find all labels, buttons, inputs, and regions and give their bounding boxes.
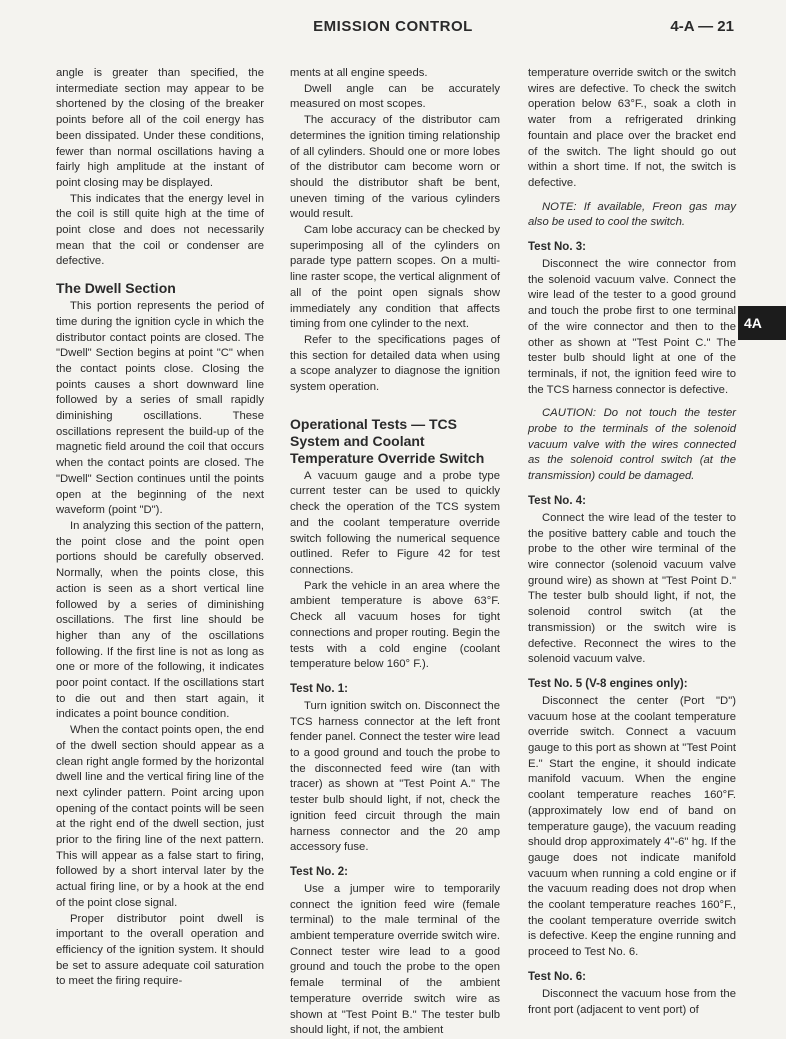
paragraph: Refer to the specifications pages of this section for detailed data when using a scope analyzer to diagnose the ignition system operation. [290, 333, 500, 394]
paragraph: In analyzing this section of the pattern, the point close and the point open portions should be carefully observed. Normally, when the points close, this action is seen as a short vertical line followed by a series of diminishing oscillations. The first line should be higher than any of the oscillations following. If the first line is not as long as one or more of the following, it indicates poor point contact. If the oscillations start to die out and then start again, it indicates a point bounce condition. [56, 519, 264, 721]
paragraph: The accuracy of the distributor cam determines the ignition timing relationship of all cylinders. Should one or more lobes of the distributor cam become worn or should the distributor shaft be bent, uneven timing of the various cylinders would result. [290, 114, 500, 221]
test-heading-4: Test No. 4: [528, 494, 586, 507]
paragraph: Proper distributor point dwell is important to the overall operation and efficiency of the ignition system. It should be set to assure adequate coil saturation to meet the firing require- [56, 912, 264, 988]
paragraph: Disconnect the center (Port "D") vacuum hose at the coolant temperature override switch. Connect a vacuum gauge to this port as shown at "Test Point E." Start the engine, it should indicate manifold vacuum. When the engine coolant temperature reaches 160°F. (approximately low end of band on temperature gauge), the vacuum reading should drop approximately 4"-6" hg. If the gauge does not indicate manifold vacuum when running a cold engine or if the vacuum reading does not drop when the coolant temperature reaches 160°F., the coolant temperature override switch is defective. Keep the engine running and proceed to Test No. 6. [528, 694, 736, 959]
caution-text: CAUTION: Do not touch the tester probe to the terminals of the solenoid vacuum valve with the wires connected as the solenoid control switch (at the transmission) could be damaged. [528, 407, 736, 483]
paragraph: Disconnect the wire connector from the solenoid vacuum valve. Connect the wire lead of the tester to a good ground and touch the probe first to one terminal of the wire connector and then to the other as shown at "Test Point C." The tester bulb should light at one of the terminals, if not, the ignition feed wire to the TCS harness connector is defective. [528, 258, 736, 396]
test-heading-1: Test No. 1: [290, 682, 348, 695]
paragraph: angle is greater than specified, the intermediate section may appear to be shortened by the closing of the breaker points before all of the coil energy has been dissipated. Under these conditions, fewer than normal oscillations having a fairly high amplitude at the instant of point closing may be displayed. [56, 67, 264, 189]
test-heading-6: Test No. 6: [528, 970, 586, 983]
section-heading-tcs: Operational Tests — TCS System and Coolant Temperature Override Switch [290, 415, 485, 466]
paragraph: Cam lobe accuracy can be checked by superimposing all of the cylinders on parade type pattern scopes. On a multi-line raster scope, the vertical alignment of all of the point open signals show immediately any condition that affects timing from one cylinder to the next. [290, 224, 500, 331]
paragraph: Park the vehicle in an area where the ambient temperature is above 63°F. Check all vacuum hoses for tight connections and proper routing. Begin the tests with a cold engine (coolant temperature below 160° F.). [290, 579, 500, 671]
paragraph: Use a jumper wire to temporarily connect the ignition feed wire (female terminal) to the male terminal of the ambient temperature override switch wire. Connect tester wire lead to a good ground and touch the probe to the open female terminal of the ambient temperature override switch wire as shown at "Test Point B." The tester bulb should light, if not, the ambient [290, 882, 500, 1037]
paragraph: This indicates that the energy level in the coil is still quite high at the time of point close and does not necessarily mean that the coil or condenser are defective. [56, 192, 264, 268]
paragraph: This portion represents the period of time during the ignition cycle in which the distributor contact points are closed. The "Dwell" Section begins at point "C" when the contact points close. Closing the points causes a short downward line followed by a series of small rapidly diminishing oscillations. These oscillations represent the build-up of the magnetic field around the coil that occurs when the contact points are closed. The "Dwell" Section continues until the points open at the beginning of the next waveform (point "D"). [56, 300, 264, 517]
paragraph: temperature override switch or the switch wires are defective. To check the switch operation below 63°F., soak a cloth in water from a refrigerated drinking fountain and place over the bracket end of the switch. The light should go out within a short time. If not, the switch is defective. [528, 67, 736, 189]
paragraph: Turn ignition switch on. Disconnect the TCS harness connector at the left front fender panel. Connect the tester wire lead to a good ground and touch the probe to the disconnected feed wire (tan with tracer) as shown at "Test Point A." The tester bulb should light, if not, check the ignition feed circuit through the main harness connector and the 20 amp accessory fuse. [290, 699, 500, 854]
test-heading-2: Test No. 2: [290, 865, 348, 878]
test-heading-5: Test No. 5 (V-8 engines only): [528, 677, 688, 690]
section-heading-dwell: The Dwell Section [56, 280, 176, 297]
paragraph: Disconnect the vacuum hose from the front port (adjacent to vent port) of [528, 987, 736, 1016]
page-header-title: EMISSION CONTROL [313, 18, 473, 35]
text-column-2 [290, 66, 500, 1039]
paragraph: A vacuum gauge and a probe type current tester can be used to quickly check the operation of the TCS system and the coolant temperature override switch following the numerical sequence outlined. Refer to Figure 42 for test connections. [290, 469, 500, 576]
section-tab: 4A [738, 306, 786, 340]
paragraph: Connect the wire lead of the tester to the positive battery cable and touch the probe to the other wire terminal of the wire connector (solenoid vacuum valve ground wire) as shown at "Test Point D." The tester bulb should light, if not, the solenoid control switch (at the transmission) or the switch wire is defective. Reconnect the wires to the solenoid vacuum valve. [528, 511, 736, 666]
paragraph: ments at all engine speeds. [290, 67, 428, 79]
text-column-3 [528, 66, 736, 1018]
text-column-1 [56, 66, 264, 990]
page-number: 4-A — 21 [670, 18, 734, 35]
note-text: NOTE: If available, Freon gas may also be used to cool the switch. [528, 200, 736, 229]
test-heading-3: Test No. 3: [528, 241, 586, 254]
paragraph: Dwell angle can be accurately measured on most scopes. [290, 82, 500, 111]
paragraph: When the contact points open, the end of the dwell section should appear as a clean right angle formed by the horizontal dwell line and the vertical firing line of the next cylinder pattern. Point arcing upon opening of the contact points will be seen at the right end of the dwell section, just prior to the firing line of the next pattern. This will appear as a false start to firing, followed by a short interval later by the actual firing line, or by a hook at the end of the point close signal. [56, 724, 264, 909]
